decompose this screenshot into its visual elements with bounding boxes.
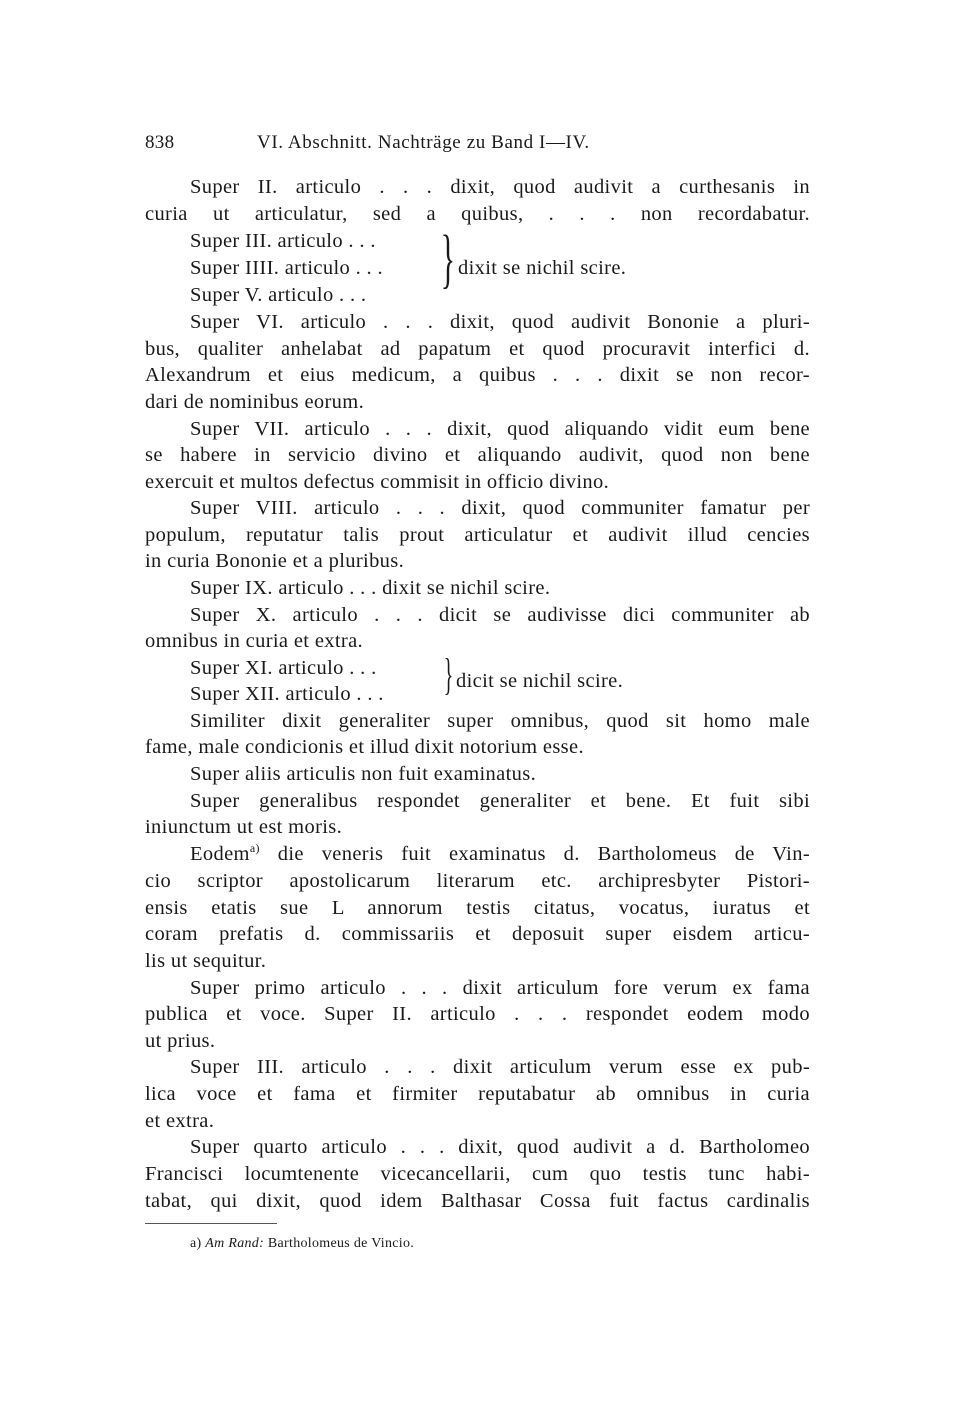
text-line: omnibus in curia et extra.	[145, 630, 364, 652]
text-line: ut prius.	[145, 1030, 216, 1052]
right-brace: }	[440, 222, 455, 295]
text-line: Super VI. articulo . . . dixit, quod audivit Bononie a pluri-	[190, 311, 810, 333]
text-line: lis ut sequitur.	[145, 950, 267, 972]
text-line: publica et voce. Super II. articulo . . . respondet eodem modo	[145, 1003, 810, 1025]
text-line: populum, reputatur talis prout articulatur et audivit illud cencies	[145, 524, 810, 546]
text-line: Super II. articulo . . . dixit, quod audivit a curthesanis in	[190, 176, 810, 198]
text-line: dari de nominibus eorum.	[145, 391, 365, 413]
text-line: cio scriptor apostolicarum literarum etc. archipresbyter Pistori-	[145, 870, 810, 892]
footnote-text: Bartholomeus de Vincio.	[267, 1236, 415, 1251]
text-line: Francisci locumtenente vicecancellarii, cum quo testis tunc habi-	[145, 1163, 810, 1185]
brace-item: Super V. articulo . . .	[190, 284, 367, 306]
footnote-reference: a)	[249, 841, 260, 856]
brace-item: Super XII. articulo . . .	[190, 683, 384, 705]
text-line: lica voce et fama et firmiter reputabatur ab omnibus in curia	[145, 1083, 810, 1105]
text-line: Super primo articulo . . . dixit articulum fore verum ex fama	[190, 977, 810, 999]
text-line: curia ut articulatur, sed a quibus, . . . non recordabatur.	[145, 203, 810, 225]
brace-item: Super IIII. articulo . . .	[190, 257, 383, 279]
footnote-label: Am Rand:	[205, 1236, 265, 1251]
text-line: Similiter dixit generaliter super omnibus, quod sit homo male	[190, 710, 810, 732]
text-line: Super III. articulo . . . dixit articulum verum esse ex pub-	[190, 1056, 810, 1078]
text-line: ensis etatis sue L annorum testis citatus, vocatus, iuratus et	[145, 897, 810, 919]
text-line: Super IX. articulo . . . dixit se nichil scire.	[190, 577, 551, 599]
footnote	[190, 1234, 414, 1254]
text-line: in curia Bononie et a pluribus.	[145, 550, 405, 572]
running-title: VI. Abschnitt. Nachträge zu Band I—IV.	[257, 132, 590, 153]
text-line: Super VII. articulo . . . dixit, quod aliquando vidit eum bene	[190, 418, 810, 440]
text-line: exercuit et multos defectus commisit in officio divino.	[145, 471, 610, 493]
text-line: iniunctum ut est moris.	[145, 816, 343, 838]
text-line: tabat, qui dixit, quod idem Balthasar Cossa fuit factus cardinalis	[145, 1190, 810, 1212]
text-line: Super VIII. articulo . . . dixit, quod communiter famatur per	[190, 497, 810, 519]
text-line: Super X. articulo . . . dicit se audivisse dici communiter ab	[190, 604, 810, 626]
eodem-rest: die veneris fuit examinatus d. Bartholomeus de Vin-	[259, 843, 810, 865]
text-line: bus, qualiter anhelabat ad papatum et quod procuravit interfici d.	[145, 338, 810, 360]
text-line	[190, 841, 810, 867]
footnote-mark: a)	[190, 1236, 202, 1251]
text-line: Super generalibus respondet generaliter et bene. Et fuit sibi	[190, 790, 810, 812]
text-line: Super aliis articulis non fuit examinatus.	[190, 763, 537, 785]
text-line: Alexandrum et eius medicum, a quibus . . . dixit se non recor-	[145, 364, 810, 386]
eodem-word: Eodem	[190, 843, 250, 865]
text-line: et extra.	[145, 1110, 215, 1132]
brace-item: Super XI. articulo . . .	[190, 657, 377, 679]
text-line: coram prefatis d. commissariis et deposuit super eisdem articu-	[145, 923, 810, 945]
footnote-rule	[145, 1223, 277, 1224]
brace-text: dixit se nichil scire.	[458, 257, 627, 279]
text-line: fame, male condicionis et illud dixit notorium esse.	[145, 736, 584, 758]
brace-item: Super III. articulo . . .	[190, 230, 376, 252]
brace-text: dicit se nichil scire.	[456, 670, 624, 692]
text-line: Super quarto articulo . . . dixit, quod audivit a d. Bartholomeo	[190, 1136, 810, 1158]
page-header	[145, 132, 810, 158]
page-number: 838	[145, 132, 175, 153]
right-brace: }	[443, 650, 454, 699]
text-line: se habere in servicio divino et aliquando audivit, quod non bene	[145, 444, 810, 466]
